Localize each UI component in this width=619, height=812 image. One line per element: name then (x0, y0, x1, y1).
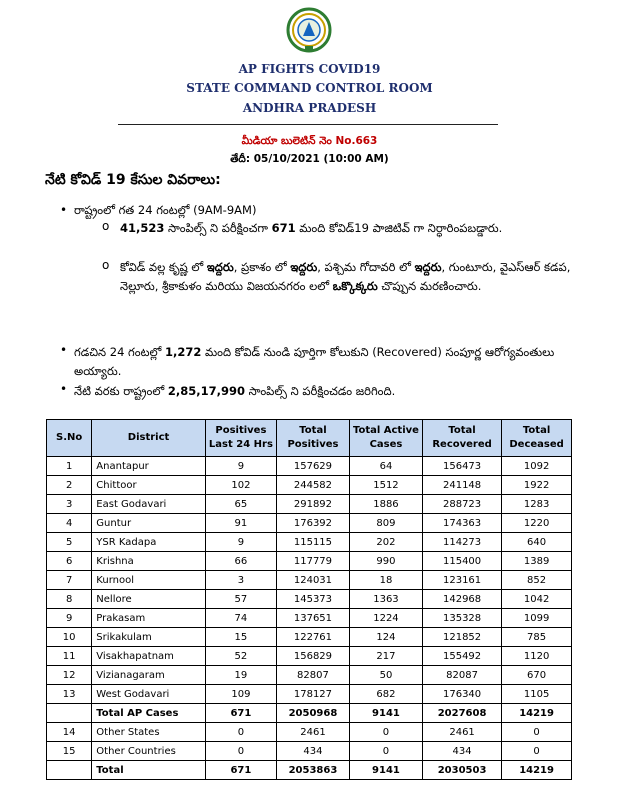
table-cell: Vizianagaram (92, 666, 206, 685)
table-cell: 102 (205, 476, 276, 495)
table-cell: 123161 (422, 571, 501, 590)
table-row (47, 723, 572, 742)
table-cell: 434 (276, 742, 349, 761)
table-cell: 74 (205, 609, 276, 628)
bulletin-number: మీడియా బులెటిన్ నెం No.663 (241, 135, 378, 147)
table-cell: 15 (47, 742, 92, 761)
table-row (47, 704, 572, 723)
deaths-text-e: , పశ్చిమ గోదావరి లో (317, 260, 415, 274)
table-cell: 1220 (502, 514, 572, 533)
table-row (47, 761, 572, 780)
table-cell: 122761 (276, 628, 349, 647)
table-row (47, 590, 572, 609)
table-row (47, 571, 572, 590)
table-cell: 178127 (276, 685, 349, 704)
table-cell: 6 (47, 552, 92, 571)
table-cell (47, 704, 92, 723)
deaths-text-c: , ప్రకాశం లో (233, 260, 291, 274)
table-cell: 4 (47, 514, 92, 533)
table-cell: Chittoor (92, 476, 206, 495)
table-cell: 1105 (502, 685, 572, 704)
district-cases-table (46, 419, 572, 780)
table-cell: East Godavari (92, 495, 206, 514)
bullet-recovered (74, 343, 594, 381)
table-row (47, 514, 572, 533)
table-cell: 0 (205, 723, 276, 742)
col-positives-24hr: Positives Last 24 Hrs (205, 420, 276, 457)
table-cell: 12 (47, 666, 92, 685)
table-cell: 9141 (349, 761, 422, 780)
table-cell: 11 (47, 647, 92, 666)
table-cell: 9 (205, 457, 276, 476)
table-cell: 156473 (422, 457, 501, 476)
col-active-cases: Total Active Cases (349, 420, 422, 457)
table-cell: 176340 (422, 685, 501, 704)
sub-bullet-samples (120, 219, 592, 238)
table-cell: 2053863 (276, 761, 349, 780)
table-cell: YSR Kadapa (92, 533, 206, 552)
bulletin-date (0, 153, 619, 168)
header-divider (118, 124, 498, 125)
table-row (47, 609, 572, 628)
table-cell: 2 (47, 476, 92, 495)
header-line-3: ANDHRA PRADESH (242, 101, 377, 115)
table-cell: 121852 (422, 628, 501, 647)
col-recovered: Total Recovered (422, 420, 501, 457)
table-cell: Prakasam (92, 609, 206, 628)
table-header-row (47, 420, 572, 457)
table-cell: 115400 (422, 552, 501, 571)
table-cell: 0 (502, 742, 572, 761)
date-value: 05/10/2021 (10:00 AM) (253, 153, 389, 165)
table-cell: 291892 (276, 495, 349, 514)
table-cell: 2050968 (276, 704, 349, 723)
table-cell: Total (92, 761, 206, 780)
table-cell: 1042 (502, 590, 572, 609)
table-cell: 52 (205, 647, 276, 666)
deaths-text-i: చొప్పున మరణించారు. (377, 279, 482, 293)
table-cell: 82807 (276, 666, 349, 685)
table-row (47, 552, 572, 571)
table-cell: 2027608 (422, 704, 501, 723)
table-cell: 57 (205, 590, 276, 609)
table-cell: Kurnool (92, 571, 206, 590)
table-cell: 670 (502, 666, 572, 685)
table-cell: 64 (349, 457, 422, 476)
table-cell: Srikakulam (92, 628, 206, 647)
table-cell: 9141 (349, 704, 422, 723)
table-body (47, 457, 572, 780)
table-cell: 434 (422, 742, 501, 761)
table-cell: 202 (349, 533, 422, 552)
col-sno: S.No (47, 420, 92, 457)
table-cell: 91 (205, 514, 276, 533)
total-samples-text-a: నేటి వరకు రాష్ట్రంలో (74, 384, 168, 398)
table-cell: 19 (205, 666, 276, 685)
table-cell: 145373 (276, 590, 349, 609)
table-cell: 2461 (276, 723, 349, 742)
table-cell: 13 (47, 685, 92, 704)
table-row (47, 666, 572, 685)
deaths-text-a: కోవిడ్ వల్ల కృష్ణ లో (120, 260, 207, 274)
table-cell: 1099 (502, 609, 572, 628)
table-cell: 0 (349, 723, 422, 742)
samples-count: 41,523 (120, 221, 165, 235)
header-line-2: STATE COMMAND CONTROL ROOM (186, 81, 433, 95)
table-cell: 288723 (422, 495, 501, 514)
table-cell: 217 (349, 647, 422, 666)
table-cell: 3 (47, 495, 92, 514)
table-row (47, 742, 572, 761)
table-cell: 5 (47, 533, 92, 552)
table-cell: 0 (502, 723, 572, 742)
table-cell: 241148 (422, 476, 501, 495)
table-row (47, 457, 572, 476)
table-row (47, 533, 572, 552)
ap-emblem-icon (286, 6, 332, 56)
table-cell: 671 (205, 761, 276, 780)
table-cell: Other States (92, 723, 206, 742)
sub-bullet-deaths (120, 258, 592, 296)
recovered-text-b: మంది కోవిడ్ నుండి పూర్తిగా కోలుకుని (Recovered) సంపూర్ణ ఆరోగ్యవంతులు అయ్యారు. (74, 345, 555, 378)
table-cell: 1 (47, 457, 92, 476)
table-cell: 1512 (349, 476, 422, 495)
table-row (47, 628, 572, 647)
col-district: District (92, 420, 206, 457)
table-row (47, 685, 572, 704)
table-cell: 50 (349, 666, 422, 685)
table-cell: 1886 (349, 495, 422, 514)
table-cell: 10 (47, 628, 92, 647)
deaths-count-f: ఇద్దరు (414, 260, 442, 274)
table-cell: Other Countries (92, 742, 206, 761)
table-cell: Total AP Cases (92, 704, 206, 723)
table-cell: 671 (205, 704, 276, 723)
total-samples-count: 2,85,17,990 (167, 384, 245, 398)
table-cell: 852 (502, 571, 572, 590)
table-cell: 117779 (276, 552, 349, 571)
table-cell: 0 (349, 742, 422, 761)
table-cell: 124031 (276, 571, 349, 590)
table-cell: 2030503 (422, 761, 501, 780)
table-row (47, 495, 572, 514)
table-row (47, 476, 572, 495)
table-cell: 3 (205, 571, 276, 590)
table-cell: 809 (349, 514, 422, 533)
table-cell: 109 (205, 685, 276, 704)
deaths-count-h: ఒక్కొక్కరు (332, 279, 378, 293)
table-cell: 8 (47, 590, 92, 609)
bullet-dot: • (60, 203, 68, 217)
col-deceased: Total Deceased (502, 420, 572, 457)
table-cell: 0 (205, 742, 276, 761)
table-cell: 682 (349, 685, 422, 704)
table-cell: 66 (205, 552, 276, 571)
table-cell: 174363 (422, 514, 501, 533)
recovered-text-a: గడచిన 24 గంటల్లో (74, 345, 165, 359)
col-total-positives: Total Positives (276, 420, 349, 457)
table-cell: 135328 (422, 609, 501, 628)
table-cell: 7 (47, 571, 92, 590)
table-cell: 14 (47, 723, 92, 742)
table-cell: 9 (205, 533, 276, 552)
table-cell: 115115 (276, 533, 349, 552)
table-cell: 1389 (502, 552, 572, 571)
table-cell: Guntur (92, 514, 206, 533)
deaths-text-g: , గుంటూరు, వైఎస్ఆర్ కడప, నెల్లూరు, శ్రీకాకుళం మరియు విజయనగరం లలో (120, 260, 571, 293)
bullet-dot: • (60, 343, 68, 357)
sub-bullet-dot: o (102, 258, 110, 272)
table-cell: 176392 (276, 514, 349, 533)
table-cell: 1363 (349, 590, 422, 609)
table-cell: 14219 (502, 761, 572, 780)
table-cell: 1092 (502, 457, 572, 476)
table-cell: 785 (502, 628, 572, 647)
table-cell: West Godavari (92, 685, 206, 704)
table-cell: 1120 (502, 647, 572, 666)
table-cell: 640 (502, 533, 572, 552)
table-cell: 1283 (502, 495, 572, 514)
table-cell: 155492 (422, 647, 501, 666)
date-label: తేదీ: (230, 153, 251, 165)
table-cell: 1922 (502, 476, 572, 495)
table-cell: 14219 (502, 704, 572, 723)
recovered-count: 1,272 (164, 345, 202, 359)
table-cell: 65 (205, 495, 276, 514)
table-cell: 990 (349, 552, 422, 571)
table-row (47, 647, 572, 666)
total-samples-text-b: సాంపిల్స్ ని పరీక్షించడం జరిగింది. (244, 384, 396, 398)
table-cell: 142968 (422, 590, 501, 609)
table-cell: Anantapur (92, 457, 206, 476)
samples-text: సాంపిల్స్ ని పరీక్షించగా (164, 221, 272, 235)
table-cell (47, 761, 92, 780)
positives-text: మంది కోవిడ్19 పాజిటివ్ గా నిర్ధారింపబడ్డారు. (295, 221, 503, 235)
table-cell: 82087 (422, 666, 501, 685)
bullet-24hr: రాష్ట్రంలో గత 24 గంటల్లో (9AM-9AM) (74, 203, 257, 217)
header-line-1: AP FIGHTS COVID19 (238, 62, 381, 76)
positives-count: 671 (271, 221, 296, 235)
table-cell: 15 (205, 628, 276, 647)
table-cell: 156829 (276, 647, 349, 666)
table-cell: 9 (47, 609, 92, 628)
bullet-total-samples (74, 382, 594, 401)
table-cell: 1224 (349, 609, 422, 628)
table-cell: 2461 (422, 723, 501, 742)
section-heading: నేటి కోవిడ్ 19 కేసుల వివరాలు: (45, 172, 221, 188)
table-cell: Nellore (92, 590, 206, 609)
table-cell: Visakhapatnam (92, 647, 206, 666)
table-cell: 244582 (276, 476, 349, 495)
table-cell: 124 (349, 628, 422, 647)
bullet-dot: • (60, 382, 68, 396)
table-cell: Krishna (92, 552, 206, 571)
table-cell: 114273 (422, 533, 501, 552)
table-cell: 137651 (276, 609, 349, 628)
deaths-count-a: ఇద్దరు (206, 260, 234, 274)
sub-bullet-dot: o (102, 219, 110, 233)
table-cell: 157629 (276, 457, 349, 476)
deaths-count-d: ఇద్దరు (290, 260, 318, 274)
table-cell: 18 (349, 571, 422, 590)
